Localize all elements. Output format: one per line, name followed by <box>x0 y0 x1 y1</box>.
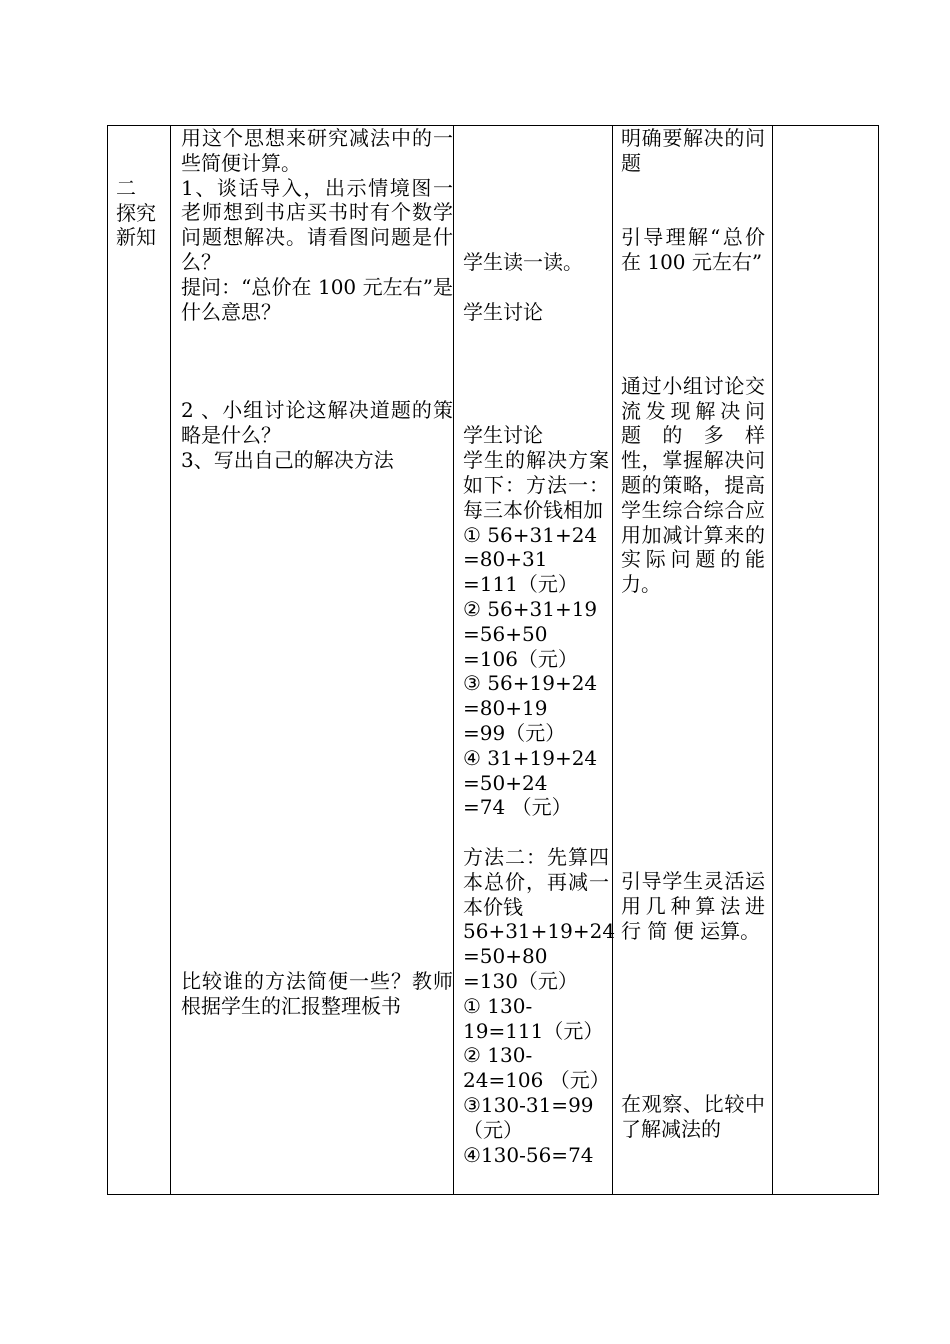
method2-line: 56+31+19+24 <box>463 919 616 944</box>
method1-line: =111（元） <box>463 572 578 597</box>
method1-line: =80+31 <box>463 547 548 572</box>
method1-line: =106（元） <box>463 646 578 671</box>
method1-line: =74 （元） <box>463 795 572 820</box>
stage-cell <box>116 126 172 250</box>
intent-group-discussion: 通过小组讨论交流发现解决问 题 的 多 样 性，掌握解决问题的策略，提高学生综合综合应用加减计算来的实际问题的能力。 <box>621 373 765 597</box>
teacher-activity-cell <box>181 126 453 1018</box>
stage-title-line2: 新知 <box>116 225 156 250</box>
method2-line: ② 130- <box>463 1043 533 1068</box>
teacher-question: 提问：“总价在 100 元左右”是什么意思？ <box>181 274 453 324</box>
column-divider <box>453 126 454 1194</box>
teacher-intro-2: 1、谈话导入，出示情境图一老师想到书店买书时有个数学问题想解决。请看图问题是什么？ <box>181 175 453 274</box>
method2-line: =130（元） <box>463 968 578 993</box>
column-divider <box>170 126 171 1194</box>
student-activity-cell <box>463 126 616 1167</box>
method1-line: ④ 31+19+24 <box>463 745 598 770</box>
student-discuss-2: 学生讨论 <box>463 423 543 448</box>
method1-line: ① 56+31+24 <box>463 522 598 547</box>
method2-line: =50+80 <box>463 944 548 969</box>
stage-title-line1: 探究 <box>116 200 156 225</box>
student-plan-intro: 学生的解决方案如下：方法一：每三本价钱相加 <box>463 448 609 522</box>
method2-line: ① 130- <box>463 993 533 1018</box>
method2-line: （元） <box>463 1117 523 1142</box>
stage-number: 二 <box>116 175 136 200</box>
lesson-plan-table <box>107 125 879 1195</box>
method1-line: =80+19 <box>463 696 548 721</box>
student-read: 学生读一读。 <box>463 250 583 274</box>
column-divider <box>612 126 613 1194</box>
method1-line: =50+24 <box>463 770 548 795</box>
intent-observe: 在观察、比较中了解减法的 <box>621 1092 765 1142</box>
intent-goal: 明确要解决的问题 <box>621 126 765 175</box>
student-method2-intro: 方法二：先算四本总价，再减一本价钱 <box>463 844 609 919</box>
method1-line: ② 56+31+19 <box>463 596 598 621</box>
method1-line: ③ 56+19+24 <box>463 671 598 696</box>
method2-line: ③130-31=99 <box>463 1092 594 1117</box>
method1-line: =56+50 <box>463 621 548 646</box>
method2-line: ④130-56=74 <box>463 1142 594 1167</box>
intent-flexible-methods: 引导学生灵活运用几种算法进 行 简 便 运算。 <box>621 868 765 943</box>
teacher-step-3: 3、写出自己的解决方法 <box>181 447 394 472</box>
intent-guide-total: 引导理解“总价在 100 元左右” <box>621 225 765 274</box>
teacher-step-2: 2 、小组讨论这解决道题的策略是什么？ <box>181 398 453 448</box>
method1-line: =99（元） <box>463 720 566 745</box>
method2-line: 19=111（元） <box>463 1018 604 1043</box>
design-intent-cell <box>621 126 765 1142</box>
method2-line: 24=106 （元） <box>463 1068 610 1093</box>
teacher-compare: 比较谁的方法简便一些？教师根据学生的汇报整理板书 <box>181 968 453 1018</box>
student-discuss-1: 学生讨论 <box>463 299 543 324</box>
column-divider <box>772 126 773 1194</box>
teacher-intro-1: 用这个思想来研究减法中的一些简便计算。 <box>181 126 453 175</box>
